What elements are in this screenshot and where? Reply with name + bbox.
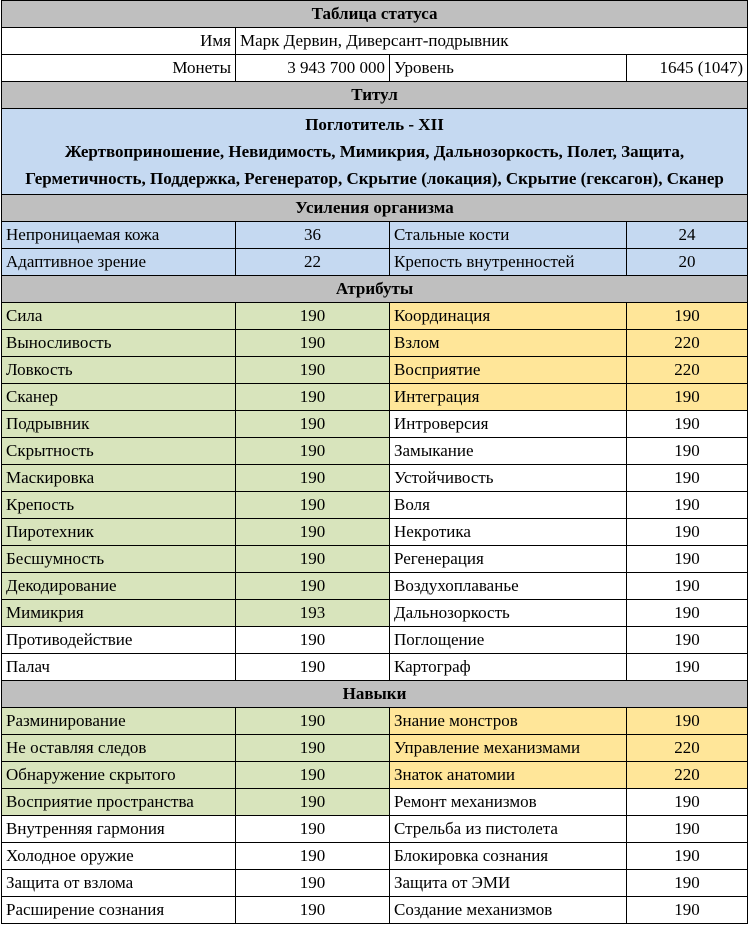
coins-value: 3 943 700 000 [236, 55, 390, 82]
attribute-row [2, 303, 748, 330]
status-table [1, 0, 748, 924]
left-value-cell: 190 [236, 384, 390, 411]
left-value-cell: 190 [236, 654, 390, 681]
coins-label: Монеты [2, 55, 236, 82]
right-value-cell: 190 [627, 627, 748, 654]
left-name-cell: Восприятие пространства [2, 789, 236, 816]
title-abilities: Жертвоприношение, Невидимость, Мимикрия, Дальнозоркость, Полет, Защита, Герметичность, Поддержка, Регенератор, Скрытие (локация), Скрытие (гексагон), Сканер [25, 142, 724, 188]
skill-row [2, 897, 748, 924]
left-name-cell: Мимикрия [2, 600, 236, 627]
attribute-row [2, 600, 748, 627]
skills-header: Навыки [2, 681, 748, 708]
right-value-cell: 190 [627, 843, 748, 870]
attribute-row [2, 573, 748, 600]
skill-row [2, 870, 748, 897]
right-name-cell: Интеграция [390, 384, 627, 411]
enhancements-rows [2, 222, 748, 276]
attribute-row [2, 546, 748, 573]
level-value: 1645 (1047) [627, 55, 748, 82]
right-value-cell: 190 [627, 411, 748, 438]
left-value-cell: 190 [236, 816, 390, 843]
right-name-cell: Картограф [390, 654, 627, 681]
name-value: Марк Дервин, Диверсант-подрывник [236, 28, 748, 55]
left-value-cell: 190 [236, 519, 390, 546]
left-value-cell: 190 [236, 627, 390, 654]
attributes-header: Атрибуты [2, 276, 748, 303]
right-name-cell: Поглощение [390, 627, 627, 654]
attribute-row [2, 465, 748, 492]
enhancement-row [2, 249, 748, 276]
right-name-cell: Взлом [390, 330, 627, 357]
left-name-cell: Декодирование [2, 573, 236, 600]
attribute-row [2, 492, 748, 519]
left-value-cell: 190 [236, 492, 390, 519]
left-value-cell: 190 [236, 546, 390, 573]
attribute-row [2, 438, 748, 465]
right-value-cell: 20 [627, 249, 748, 276]
skills-rows [2, 708, 748, 924]
right-value-cell: 190 [627, 519, 748, 546]
left-value-cell: 193 [236, 600, 390, 627]
right-value-cell: 190 [627, 600, 748, 627]
left-name-cell: Бесшумность [2, 546, 236, 573]
left-value-cell: 190 [236, 303, 390, 330]
right-name-cell: Блокировка сознания [390, 843, 627, 870]
left-value-cell: 190 [236, 708, 390, 735]
left-name-cell: Внутренняя гармония [2, 816, 236, 843]
right-value-cell: 190 [627, 546, 748, 573]
right-value-cell: 190 [627, 870, 748, 897]
right-name-cell: Некротика [390, 519, 627, 546]
right-value-cell: 220 [627, 357, 748, 384]
attributes-rows [2, 303, 748, 681]
left-value-cell: 190 [236, 843, 390, 870]
left-value-cell: 190 [236, 411, 390, 438]
title-cell [2, 109, 748, 195]
right-name-cell: Воля [390, 492, 627, 519]
left-name-cell: Адаптивное зрение [2, 249, 236, 276]
left-value-cell: 190 [236, 789, 390, 816]
left-name-cell: Ловкость [2, 357, 236, 384]
left-name-cell: Палач [2, 654, 236, 681]
left-name-cell: Защита от взлома [2, 870, 236, 897]
skill-row [2, 789, 748, 816]
left-name-cell: Расширение сознания [2, 897, 236, 924]
attribute-row [2, 384, 748, 411]
right-name-cell: Крепость внутренностей [390, 249, 627, 276]
skill-row [2, 843, 748, 870]
name-label: Имя [2, 28, 236, 55]
right-name-cell: Восприятие [390, 357, 627, 384]
right-value-cell: 220 [627, 330, 748, 357]
left-name-cell: Скрытность [2, 438, 236, 465]
left-name-cell: Холодное оружие [2, 843, 236, 870]
right-value-cell: 190 [627, 465, 748, 492]
left-value-cell: 190 [236, 897, 390, 924]
right-value-cell: 190 [627, 303, 748, 330]
left-value-cell: 190 [236, 438, 390, 465]
left-value-cell: 190 [236, 762, 390, 789]
attribute-row [2, 627, 748, 654]
right-name-cell: Ремонт механизмов [390, 789, 627, 816]
enhancements-header: Усиления организма [2, 195, 748, 222]
attribute-row [2, 330, 748, 357]
right-name-cell: Устойчивость [390, 465, 627, 492]
title-rank: Поглотитель - XII [305, 115, 444, 134]
right-name-cell: Регенерация [390, 546, 627, 573]
attribute-row [2, 357, 748, 384]
left-value-cell: 190 [236, 357, 390, 384]
skill-row [2, 708, 748, 735]
left-value-cell: 36 [236, 222, 390, 249]
right-value-cell: 190 [627, 708, 748, 735]
right-name-cell: Координация [390, 303, 627, 330]
left-name-cell: Сканер [2, 384, 236, 411]
right-name-cell: Создание механизмов [390, 897, 627, 924]
left-value-cell: 190 [236, 330, 390, 357]
left-name-cell: Разминирование [2, 708, 236, 735]
level-label: Уровень [390, 55, 627, 82]
left-value-cell: 22 [236, 249, 390, 276]
left-value-cell: 190 [236, 735, 390, 762]
right-value-cell: 190 [627, 897, 748, 924]
right-name-cell: Воздухоплаванье [390, 573, 627, 600]
right-value-cell: 220 [627, 735, 748, 762]
right-value-cell: 190 [627, 438, 748, 465]
left-name-cell: Маскировка [2, 465, 236, 492]
left-name-cell: Не оставляя следов [2, 735, 236, 762]
skill-row [2, 735, 748, 762]
right-name-cell: Дальнозоркость [390, 600, 627, 627]
right-value-cell: 190 [627, 573, 748, 600]
left-value-cell: 190 [236, 465, 390, 492]
left-name-cell: Обнаружение скрытого [2, 762, 236, 789]
right-name-cell: Замыкание [390, 438, 627, 465]
right-value-cell: 220 [627, 762, 748, 789]
left-name-cell: Сила [2, 303, 236, 330]
left-name-cell: Противодействие [2, 627, 236, 654]
left-value-cell: 190 [236, 870, 390, 897]
right-name-cell: Управление механизмами [390, 735, 627, 762]
right-value-cell: 24 [627, 222, 748, 249]
enhancement-row [2, 222, 748, 249]
left-name-cell: Подрывник [2, 411, 236, 438]
left-value-cell: 190 [236, 573, 390, 600]
right-value-cell: 190 [627, 384, 748, 411]
right-name-cell: Защита от ЭМИ [390, 870, 627, 897]
right-value-cell: 190 [627, 816, 748, 843]
right-name-cell: Интроверсия [390, 411, 627, 438]
title-section-header: Титул [2, 82, 748, 109]
right-name-cell: Знание монстров [390, 708, 627, 735]
right-value-cell: 190 [627, 654, 748, 681]
right-name-cell: Знаток анатомии [390, 762, 627, 789]
attribute-row [2, 519, 748, 546]
status-table-header: Таблица статуса [2, 1, 748, 28]
right-value-cell: 190 [627, 789, 748, 816]
skill-row [2, 816, 748, 843]
skill-row [2, 762, 748, 789]
right-name-cell: Стрельба из пистолета [390, 816, 627, 843]
left-name-cell: Крепость [2, 492, 236, 519]
right-value-cell: 190 [627, 492, 748, 519]
left-name-cell: Выносливость [2, 330, 236, 357]
attribute-row [2, 411, 748, 438]
right-name-cell: Стальные кости [390, 222, 627, 249]
left-name-cell: Непроницаемая кожа [2, 222, 236, 249]
attribute-row [2, 654, 748, 681]
left-name-cell: Пиротехник [2, 519, 236, 546]
